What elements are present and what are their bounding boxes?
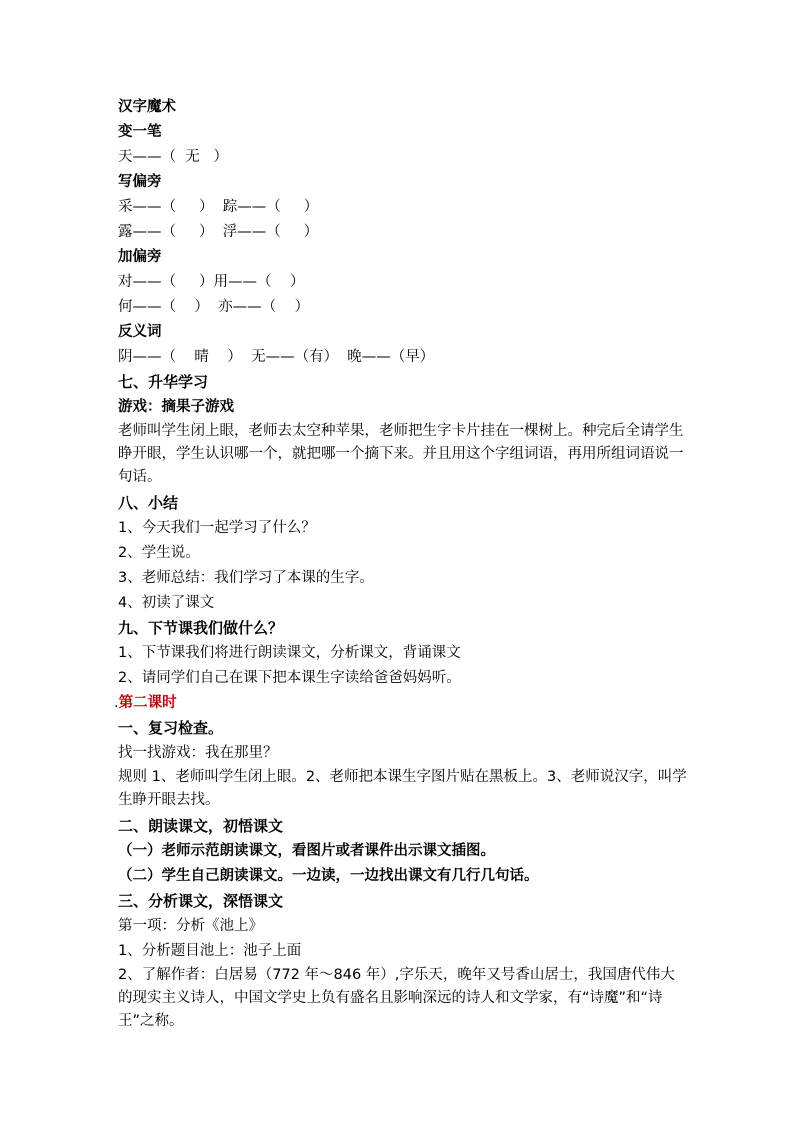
heading-read-text: 二、朗读课文，初悟课文	[118, 817, 284, 835]
exercise-line: 采——（ ） 踪——（ ）	[118, 199, 319, 215]
reading-step-two: （二）学生自己朗读课文。一边读，一边找出课文有几行几句话。	[118, 868, 539, 884]
find-game-rules: 规则 1、老师叫学生闭上眼。2、老师把本课生字图片贴在黑板上。3、老师说汉字，叫学生睁开眼去找。	[118, 769, 687, 808]
subheading-add-radical: 加偏旁	[118, 249, 162, 265]
game-title: 游戏：摘果子游戏	[118, 399, 234, 415]
summary-item: 2、学生说。	[118, 545, 200, 561]
summary-item: 1、今天我们一起学习了什么？	[118, 520, 316, 536]
find-game-title: 找一找游戏：我在那里？	[118, 745, 278, 761]
author-introduction: 2、了解作者：白居易（772 年～846 年）,字乐天，晚年又号香山居士，我国唐代伟大的现实主义诗人，中国文学史上负有盛名且影响深远的诗人和文学家，有“诗魔”和“诗王”之称。	[118, 967, 675, 1029]
heading-analyze-text: 三、分析课文，深悟课文	[118, 892, 284, 910]
section-title-hanzi-magic: 汉字魔术	[118, 99, 176, 115]
exercise-line: 天——（ 无 ）	[118, 149, 229, 165]
reading-step-one: （一）老师示范朗读课文，看图片或者课件出示课文插图。	[118, 843, 495, 859]
next-class-item: 1、下节课我们将进行朗读课文，分析课文，背诵课文	[118, 645, 461, 661]
heading-nine-next-class: 九、下节课我们做什么？	[118, 619, 284, 637]
leading-dot: .	[114, 695, 119, 711]
game-description: 老师叫学生闭上眼，老师去太空种苹果，老师把生字卡片挂在一棵树上。种完后全请学生睁开眼，学生认识哪一个，就把哪一个摘下来。并且用这个字组词语，再用所组词语说一句话。	[118, 423, 684, 485]
summary-item: 3、老师总结：我们学习了本课的生字。	[118, 570, 374, 586]
summary-item: 4、初读了课文	[118, 595, 215, 611]
exercise-line: 对——（ ）用——（ ）	[118, 274, 305, 290]
subheading-change-stroke: 变一笔	[118, 124, 162, 140]
analysis-item: 1、分析题目池上：池子上面	[118, 943, 302, 959]
exercise-line: 阴——（ 晴 ） 无——（有） 晚——（早）	[118, 349, 435, 365]
heading-seven: 七、升华学习	[118, 373, 209, 391]
document-body	[114, 95, 688, 1033]
analysis-item: 第一项：分析《池上》	[118, 918, 263, 934]
heading-eight-summary: 八、小结	[118, 494, 179, 512]
exercise-line: 何——（ ） 亦——（ ）	[118, 299, 310, 315]
heading-review: 一、复习检查。	[118, 719, 224, 737]
next-class-item: 2、请同学们自己在课下把本课生字读给爸爸妈妈听。	[118, 670, 461, 686]
second-lesson-heading	[114, 691, 688, 716]
subheading-write-radical: 写偏旁	[118, 174, 162, 190]
exercise-line: 露——（ ） 浮——（ ）	[118, 224, 319, 240]
subheading-antonyms: 反义词	[118, 324, 162, 340]
second-lesson-title: 第二课时	[118, 695, 177, 711]
